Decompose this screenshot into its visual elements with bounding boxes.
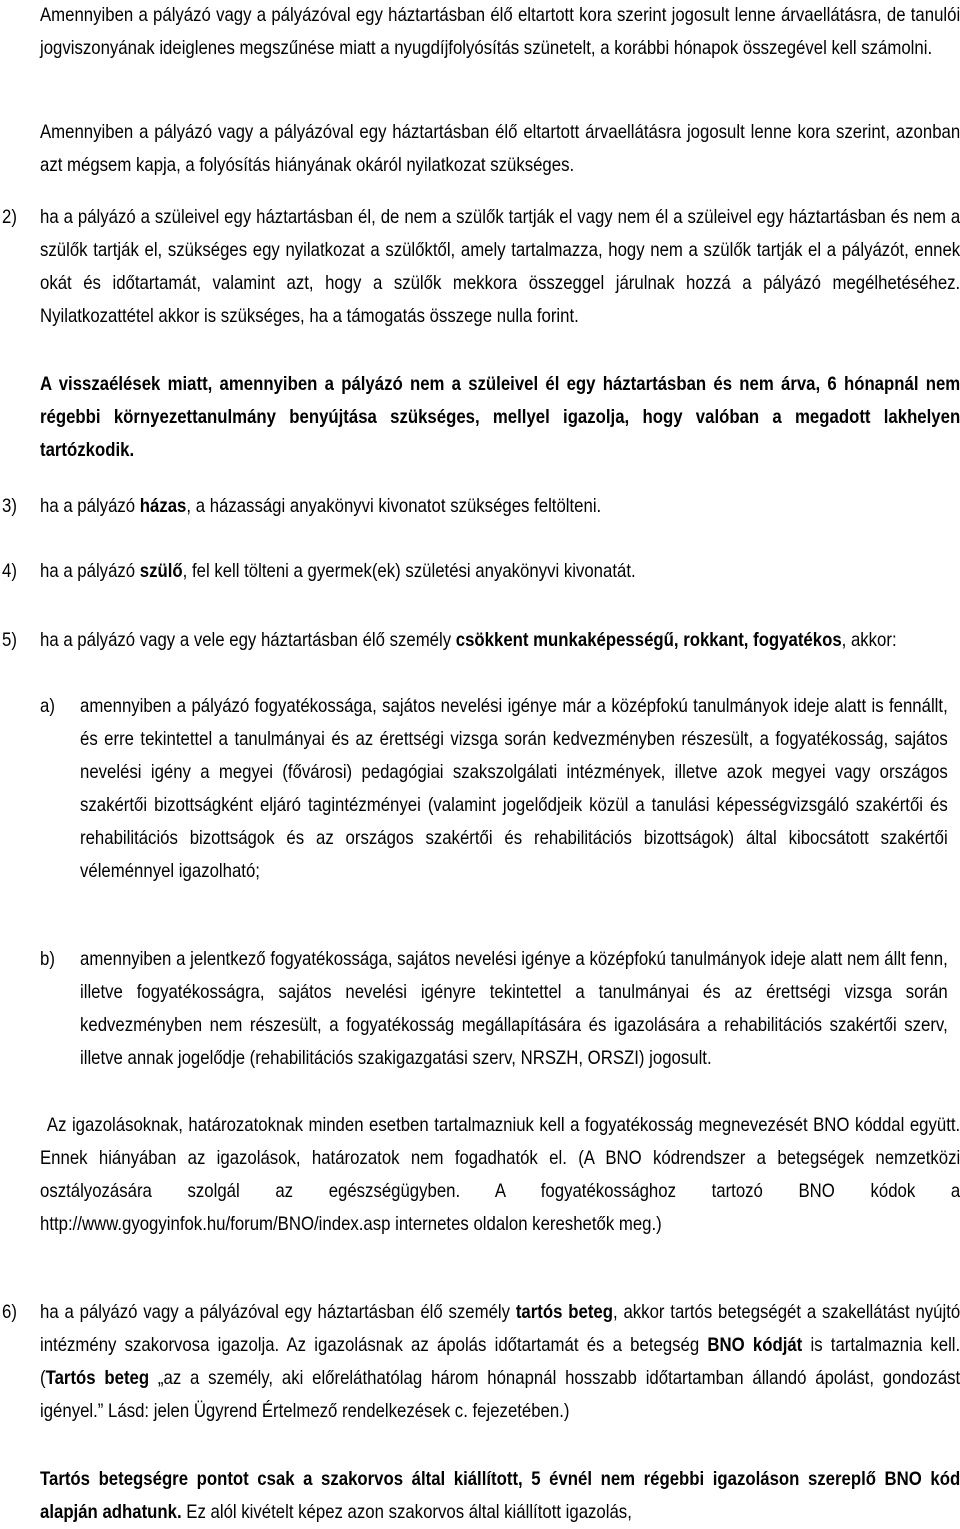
- item-3-bold: házas: [139, 495, 187, 517]
- item-6-t5: Ez alól kivételt képez azon szakorvos által kiállított igazolás,: [181, 1501, 632, 1523]
- item-6-b4: Tartós betegségre pontot csak a szakorvos által kiállított, 5 évnél nem régebbi igazoláson szereplő BNO kód alapján adhatunk.: [40, 1468, 960, 1523]
- item-6-b1: tartós beteg: [515, 1301, 613, 1323]
- item-5-bold: csökkent munkaképességű, rokkant, fogyatékos: [455, 629, 842, 651]
- item-6-text: [40, 1296, 960, 1428]
- item-4-post: , fel kell tölteni a gyermek(ek) születési anyakönyvi kivonatát.: [182, 560, 636, 582]
- item-6-t1: ha a pályázó vagy a pályázóval egy háztartásban élő személy: [40, 1301, 516, 1323]
- item-2-text: ha a pályázó a szüleivel egy háztartásban él, de nem a szülők tartják el vagy nem él a szüleivel egy háztartásban és nem a szülők tartják el, szükséges egy nyilatkozat a szülőktől, amely tartalmazza, hogy nem a szülők tartják el a pályázót, ennek okát és időtartamát, valamint azt, hogy a szülők mekkora összeggel járulnak hozzá a pályázó megélhetéséhez. Nyilatkozattétel akkor is szükséges, ha a támogatás összege nulla forint.: [40, 206, 960, 327]
- item-6-number: 6): [2, 1301, 17, 1323]
- item-5-text: [40, 624, 960, 657]
- item-4-text: [40, 555, 960, 588]
- item-4-number: 4): [2, 560, 17, 582]
- item-5-number: 5): [2, 629, 17, 651]
- item-6-t2: , akkor tartós betegségét a szakellátást nyújtó intézmény szakorvosa igazolja. Az igazolásnak az ápolás időtartamát és a betegség: [40, 1301, 960, 1356]
- item-5a-label: a): [40, 695, 55, 717]
- item-5b-text: amennyiben a jelentkező fogyatékossága, sajátos nevelési igénye a középfokú tanulmányok ideje alatt nem állt fenn, illetve fogyatékosságra, sajátos nevelési igényre tekintettel a tanulmányai és az érettségi vizsga során kedvezményben nem részesült, a fogyatékosság megállapítására és igazolására a rehabilitációs szakértői szerv, illetve annak jogelődje (rehabilitációs szakigazgatási szerv, NRSZH, ORSZI) jogosult.: [80, 948, 948, 1069]
- item-3-pre: ha a pályázó: [40, 495, 140, 517]
- intro-paragraph-2: Amennyiben a pályázó vagy a pályázóval egy háztartásban élő eltartott árvaellátásra jogosult lenne kora szerint, azonban azt mégsem kapja, a folyósítás hiányának okáról nyilatkozat szükséges.: [40, 121, 960, 176]
- item-6-t3: is tartalmaznia kell. (: [40, 1334, 960, 1389]
- item-6-bold-notice: [40, 1463, 960, 1529]
- intro-paragraph-1: Amennyiben a pályázó vagy a pályázóval egy háztartásban élő eltartott kora szerint jogosult lenne árvaellátásra, de tanulói jogviszonyának ideiglenes megszűnése miatt a nyugdíjfolyósítás szünetelt, a korábbi hónapok összegével kell számolni.: [40, 4, 960, 59]
- item-3-post: , a házassági anyakönyvi kivonatot szükséges feltölteni.: [186, 495, 602, 517]
- item-5-post: , akkor:: [841, 629, 897, 651]
- item-5a-text: amennyiben a pályázó fogyatékossága, sajátos nevelési igénye már a középfokú tanulmányok ideje alatt is fennállt, és erre tekintettel a tanulmányai és az érettségi vizsga során kedvezményben részesült, a fogyatékosság, sajátos nevelési igény a megyei (fővárosi) pedagógiai szakszolgálati intézmények, illetve azok megyei vagy országos szakértői bizottságként eljáró tagintézményei (valamint jogelődjeik közül a tanulási képességvizsgáló szakértői és rehabilitációs bizottságok és az országos szakértői és rehabilitációs bizottságok) által kibocsátott szakértői véleménnyel igazolható;: [80, 695, 948, 882]
- item-5-bno-note: Az igazolásoknak, határozatoknak minden esetben tartalmazniuk kell a fogyatékosság megnevezését BNO kóddal együtt. Ennek hiányában az igazolások, határozatok nem fogadhatók el. (A BNO kódrendszer a betegségek nemzetközi osztályozására szolgál az egészségügyben. A fogyatékossághoz tartozó BNO kódok a http://www.gyogyinfok.hu/forum/BNO/index.asp internetes oldalon kereshetők meg.): [40, 1114, 960, 1235]
- item-4-pre: ha a pályázó: [40, 560, 140, 582]
- item-6-b3: Tartós beteg: [45, 1367, 150, 1389]
- item-5b-label: b): [40, 948, 55, 970]
- item-4-bold: szülő: [139, 560, 183, 582]
- item-5-pre: ha a pályázó vagy a vele egy háztartásban élő személy: [40, 629, 456, 651]
- item-3-text: [40, 490, 960, 523]
- item-6-b2: BNO kódját: [707, 1334, 803, 1356]
- item-6-t4: „az a személy, aki előreláthatólag három hónapnál hosszabb időtartamban állandó ápolást, gondozást igényel.” Lásd: jelen Ügyrend Értelmező rendelkezések c. fejezetében.): [40, 1367, 960, 1422]
- item-2-bold-notice: A visszaélések miatt, amennyiben a pályázó nem a szüleivel él egy háztartásban és nem árva, 6 hónapnál nem régebbi környezettanulmány benyújtása szükséges, mellyel igazolja, hogy valóban a megadott lakhelyen tartózkodik.: [40, 373, 960, 461]
- item-3-number: 3): [2, 495, 17, 517]
- item-2-number: 2): [2, 206, 17, 228]
